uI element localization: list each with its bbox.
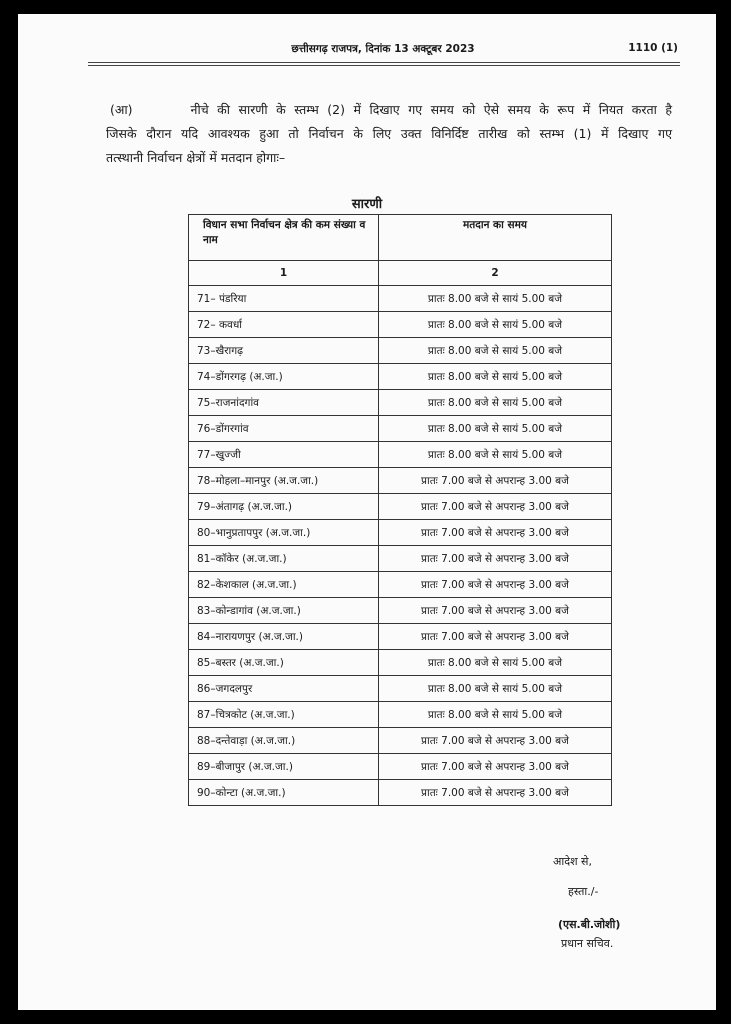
order-paragraph — [106, 98, 672, 170]
table-row — [189, 546, 612, 572]
table-row — [189, 520, 612, 546]
polling-time: प्रातः 7.00 बजे से अपरान्ह 3.00 बजे — [379, 468, 612, 494]
constituency-name: 90–कोन्टा (अ.ज.जा.) — [189, 780, 379, 806]
constituency-name: 76–डोंगरगांव — [189, 416, 379, 442]
polling-time: प्रातः 8.00 बजे से सायं 5.00 बजे — [379, 702, 612, 728]
constituency-name: 78–मोहला–मानपुर (अ.ज.जा.) — [189, 468, 379, 494]
table-row — [189, 624, 612, 650]
signatory-designation: प्रधान सचिव. — [561, 937, 614, 950]
constituency-name: 75–राजनांदगांव — [189, 390, 379, 416]
polling-time: प्रातः 8.00 बजे से सायं 5.00 बजे — [379, 364, 612, 390]
polling-time: प्रातः 8.00 बजे से सायं 5.00 बजे — [379, 442, 612, 468]
polling-time: प्रातः 8.00 बजे से सायं 5.00 बजे — [379, 312, 612, 338]
polling-time: प्रातः 7.00 बजे से अपरान्ह 3.00 बजे — [379, 728, 612, 754]
polling-time: प्रातः 7.00 बजे से अपरान्ह 3.00 बजे — [379, 572, 612, 598]
constituency-name: 74–डोंगरगढ़ (अ.जा.) — [189, 364, 379, 390]
polling-time: प्रातः 7.00 बजे से अपरान्ह 3.00 बजे — [379, 780, 612, 806]
table-row — [189, 416, 612, 442]
table-row — [189, 728, 612, 754]
document-page — [18, 14, 716, 1010]
table-row — [189, 338, 612, 364]
table-caption: सारणी — [351, 197, 383, 212]
polling-time: प्रातः 7.00 बजे से अपरान्ह 3.00 बजे — [379, 520, 612, 546]
gazette-header — [88, 42, 678, 62]
table-row — [189, 390, 612, 416]
paragraph-line-1: नीचे की सारणी के स्तम्भ (2) में दिखाए गए समय को ऐसे समय के रूप में नियत करता है — [190, 102, 672, 117]
polling-time: प्रातः 8.00 बजे से सायं 5.00 बजे — [379, 676, 612, 702]
constituency-name: 79–अंतागढ़ (अ.ज.जा.) — [189, 494, 379, 520]
polling-time: प्रातः 7.00 बजे से अपरान्ह 3.00 बजे — [379, 494, 612, 520]
header-rule — [88, 62, 680, 63]
clause-label: (आ) — [110, 102, 133, 117]
polling-time: प्रातः 8.00 बजे से सायं 5.00 बजे — [379, 286, 612, 312]
polling-time: प्रातः 8.00 बजे से सायं 5.00 बजे — [379, 416, 612, 442]
constituency-name: 77–खुज्जी — [189, 442, 379, 468]
paragraph-line-2: जिसके दौरान यदि आवश्यक हुआ तो निर्वाचन के लिए उक्त विनिर्दिष्ट तारीख को स्तम्भ (1) में दिखाए गए — [106, 126, 672, 141]
signed-text: हस्ता./- — [568, 885, 599, 898]
polling-time-table — [188, 214, 612, 806]
polling-time: प्रातः 7.00 बजे से अपरान्ह 3.00 बजे — [379, 624, 612, 650]
table-row — [189, 286, 612, 312]
table-row — [189, 494, 612, 520]
col1-header: विधान सभा निर्वाचन क्षेत्र की कम संख्या व नाम — [189, 215, 379, 261]
table-row — [189, 442, 612, 468]
polling-time: प्रातः 7.00 बजे से अपरान्ह 3.00 बजे — [379, 754, 612, 780]
constituency-name: 82–केशकाल (अ.ज.जा.) — [189, 572, 379, 598]
order-text: आदेश से, — [553, 855, 592, 868]
table-row — [189, 754, 612, 780]
polling-time: प्रातः 8.00 बजे से सायं 5.00 बजे — [379, 390, 612, 416]
table-row — [189, 598, 612, 624]
polling-time: प्रातः 7.00 बजे से अपरान्ह 3.00 बजे — [379, 598, 612, 624]
table-row — [189, 650, 612, 676]
constituency-name: 81–कॉकेर (अ.ज.जा.) — [189, 546, 379, 572]
table-row — [189, 364, 612, 390]
table-row — [189, 572, 612, 598]
column-number-row — [189, 261, 612, 286]
paragraph-line-3: तत्स्थानी निर्वाचन क्षेत्रों में मतदान होगाः– — [106, 150, 286, 165]
col1-number: 1 — [189, 261, 379, 286]
constituency-name: 72– कवर्धा — [189, 312, 379, 338]
constituency-name: 80–भानुप्रतापपुर (अ.ज.जा.) — [189, 520, 379, 546]
constituency-name: 71– पंडरिया — [189, 286, 379, 312]
polling-time: प्रातः 7.00 बजे से अपरान्ह 3.00 बजे — [379, 546, 612, 572]
col2-number: 2 — [379, 261, 612, 286]
constituency-name: 87–चित्रकोट (अ.ज.जा.) — [189, 702, 379, 728]
col2-header: मतदान का समय — [379, 215, 612, 261]
header-rule-double — [88, 65, 680, 66]
table-row — [189, 780, 612, 806]
polling-time: प्रातः 8.00 बजे से सायं 5.00 बजे — [379, 650, 612, 676]
constituency-name: 88–दन्तेवाड़ा (अ.ज.जा.) — [189, 728, 379, 754]
constituency-name: 85–बस्तर (अ.ज.जा.) — [189, 650, 379, 676]
constituency-name: 86–जगदलपुर — [189, 676, 379, 702]
page-number: 1110 (1) — [628, 42, 678, 54]
constituency-name: 73–खैरागढ़ — [189, 338, 379, 364]
table-row — [189, 702, 612, 728]
signatory-name: (एस.बी.जोशी) — [558, 918, 621, 931]
constituency-name: 84–नारायणपुर (अ.ज.जा.) — [189, 624, 379, 650]
gazette-title: छत्तीसगढ़ राजपत्र, दिनांक 13 अक्टूबर 2023 — [291, 43, 475, 55]
table-row — [189, 468, 612, 494]
table-row — [189, 312, 612, 338]
constituency-name: 89–बीजापुर (अ.ज.जा.) — [189, 754, 379, 780]
constituency-name: 83–कोन्डागांव (अ.ज.जा.) — [189, 598, 379, 624]
table-row — [189, 676, 612, 702]
polling-time: प्रातः 8.00 बजे से सायं 5.00 बजे — [379, 338, 612, 364]
